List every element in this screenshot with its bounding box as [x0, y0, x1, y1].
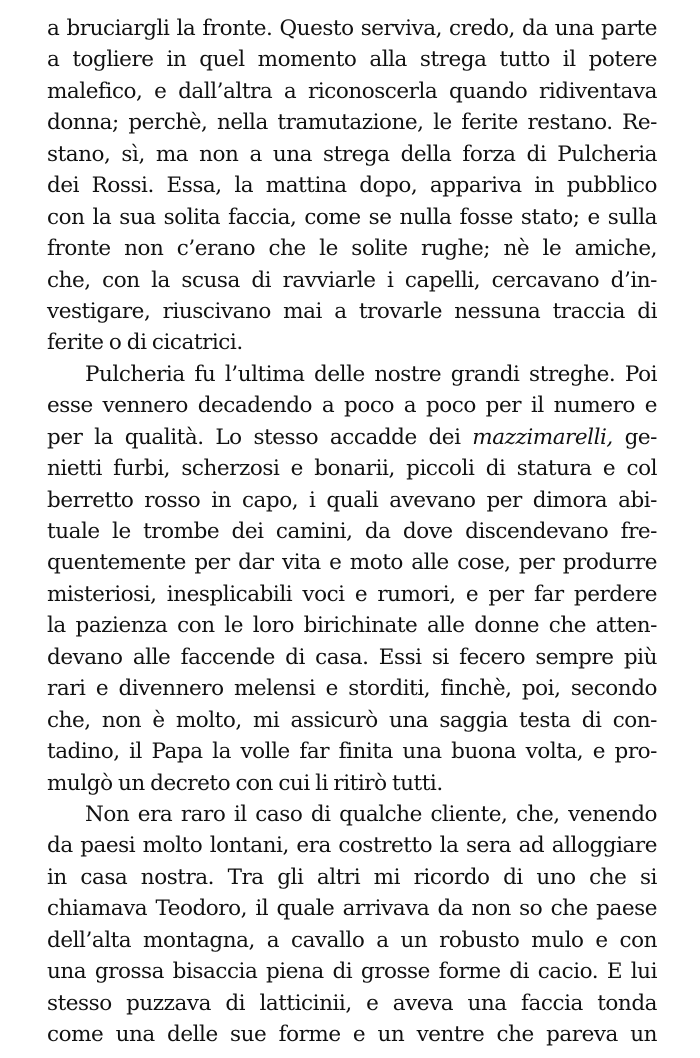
text-line [47, 956, 657, 987]
text-line [47, 642, 657, 673]
text-segment: stano, sì, ma non a una strega della forza di Pulcheria [47, 141, 657, 167]
text-line [47, 265, 657, 296]
text-segment: la pazienza con le loro birichinate alle donne che atten- [47, 613, 657, 639]
text-segment: mulgò un decreto con cui li ritirò tutti. [47, 770, 443, 796]
text-segment: dell’alta montagna, a cavallo a un robusto mulo e con [47, 927, 657, 953]
text-segment: devano alle faccende di casa. Essi si fecero sempre più [47, 644, 657, 670]
text-line [47, 327, 657, 358]
text-segment: dei Rossi. Essa, la mattina dopo, appariva in pubblico [47, 173, 657, 199]
italic-term: mazzimarelli, [472, 424, 613, 450]
text-line [47, 925, 657, 956]
text-line [47, 516, 657, 547]
text-segment: ge- [612, 424, 657, 450]
text-segment: rari e divennero melensi e storditi, finchè, poi, secondo [47, 676, 657, 702]
text-line [47, 139, 657, 170]
text-segment: donna; perchè, nella tramutazione, le ferite restano. Re- [47, 110, 657, 136]
text-line [47, 830, 657, 861]
text-segment: che, con la scusa di ravviarle i capelli, cercavano d’in- [47, 267, 657, 293]
text-line [47, 422, 657, 453]
text-segment: che, non è molto, mi assicurò una saggia testa di con- [47, 707, 657, 733]
text-line [47, 296, 657, 327]
text-segment: esse vennero decadendo a poco a poco per il numero e [47, 393, 657, 419]
text-line [47, 799, 657, 830]
text-segment: vestigare, riuscivano mai a trovarle nessuna traccia di [47, 298, 657, 324]
text-segment: a togliere in quel momento alla strega tutto il potere [47, 47, 657, 73]
text-segment: una grossa bisaccia piena di grosse forme di cacio. E lui [47, 959, 657, 985]
text-segment: come una delle sue forme e un ventre che pareva un [47, 1022, 657, 1047]
text-line [47, 1019, 657, 1050]
text-line [47, 988, 657, 1019]
text-line [47, 736, 657, 767]
text-line [47, 44, 657, 75]
text-segment: ferite o di cicatrici. [47, 330, 243, 356]
text-segment: quentemente per dar vita e moto alle cose, per produrre [47, 550, 657, 576]
text-segment: berretto rosso in capo, i quali avevano per dimora abi- [47, 487, 657, 513]
text-line [47, 390, 657, 421]
text-line [47, 76, 657, 107]
paragraph [47, 13, 657, 359]
text-segment: stesso puzzava di latticinii, e aveva una faccia tonda [47, 990, 657, 1016]
text-line [47, 768, 657, 799]
text-segment: Pulcheria fu l’ultima delle nostre grandi streghe. Poi [85, 361, 657, 387]
text-segment: con la sua solita faccia, come se nulla fosse stato; e sulla [47, 204, 657, 230]
text-line [47, 673, 657, 704]
text-segment: per la qualità. Lo stesso accadde dei [47, 424, 473, 450]
text-segment: a bruciargli la fronte. Questo serviva, credo, da una parte [47, 16, 657, 41]
text-segment: in casa nostra. Tra gli altri mi ricordo di uno che si [47, 864, 657, 890]
text-line [47, 547, 657, 578]
text-line [47, 202, 657, 233]
text-line [47, 705, 657, 736]
text-segment: tadino, il Papa la volle far finita una buona volta, e pro- [47, 739, 657, 765]
text-segment: misteriosi, inesplicabili voci e rumori, e per far perdere [47, 581, 657, 607]
text-line [47, 862, 657, 893]
paragraph [47, 799, 657, 1051]
text-line [47, 13, 657, 44]
text-segment: da paesi molto lontani, era costretto la sera ad alloggiare [47, 833, 657, 859]
text-segment: nietti furbi, scherzosi e bonarii, piccoli di statura e col [47, 456, 657, 482]
text-line [47, 170, 657, 201]
text-line [47, 453, 657, 484]
text-line [47, 893, 657, 924]
text-segment: chiamava Teodoro, il quale arrivava da non so che paese [47, 896, 657, 922]
text-segment: tuale le trombe dei camini, da dove discendevano fre- [47, 519, 657, 544]
text-segment: fronte non c’erano che le solite rughe; nè le amiche, [47, 236, 657, 262]
text-line [47, 107, 657, 138]
paragraph [47, 359, 657, 799]
text-segment: Non era raro il caso di qualche cliente, che, venendo [85, 801, 657, 827]
text-line [47, 359, 657, 390]
text-segment: malefico, e dall’altra a riconoscerla quando ridiventava [47, 78, 657, 104]
text-line [47, 579, 657, 610]
text-line [47, 233, 657, 264]
book-page [47, 13, 657, 1050]
text-line [47, 485, 657, 516]
text-line [47, 610, 657, 641]
